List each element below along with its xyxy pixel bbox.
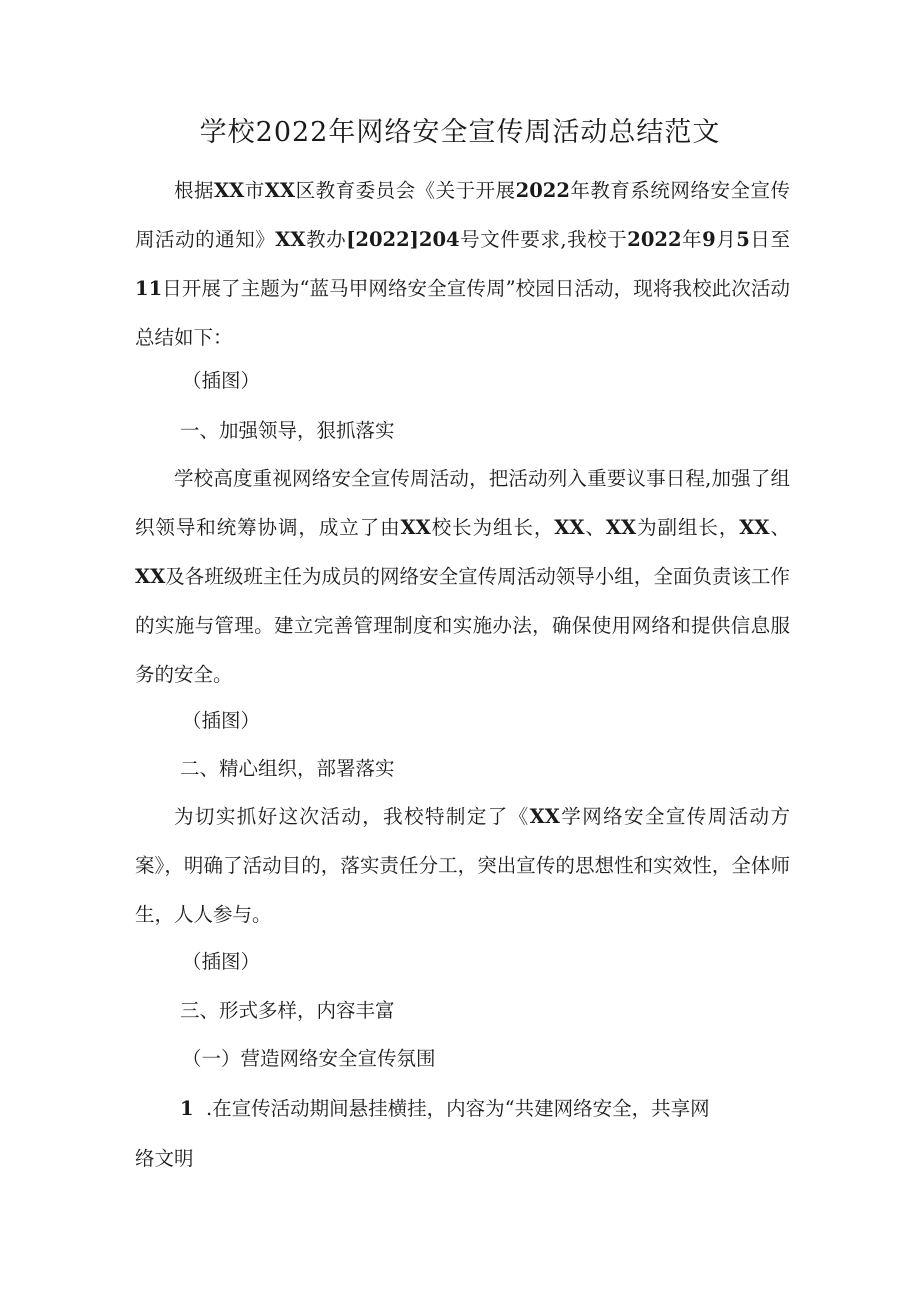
section-1-text: 、 xyxy=(769,516,790,539)
section-1-heading: 一、加强领导，狠抓落实 xyxy=(180,419,395,442)
intro-bold: 5 xyxy=(736,228,750,251)
intro-bold: 2022 xyxy=(515,179,570,202)
intro-bold: XX xyxy=(275,228,306,251)
intro-text: 区教育委员会《关于开展 xyxy=(295,179,516,202)
intro-text: 年教育系统网络安全宣传周活动的通知》 xyxy=(135,179,790,251)
intro-text: 教办 xyxy=(305,228,347,251)
intro-paragraph xyxy=(135,166,790,362)
section-1-text: 、 xyxy=(584,516,606,539)
section-1-bold: XX xyxy=(554,516,585,539)
section-2-text: 学网络安全宣传周活动方案》，明确了活动目的，落实责任分工，突出宣传的思想性和实效性，全体师生，人人参与。 xyxy=(135,805,790,926)
document-title: 学校2022年网络安全宣传周活动总结范文 xyxy=(199,117,721,148)
list-item-continuation: 络文明 xyxy=(135,1147,194,1170)
intro-text: 市 xyxy=(244,179,265,202)
figure-placeholder: （插图） xyxy=(182,950,261,973)
section-1-text: 校长为组长， xyxy=(430,516,555,539)
figure-placeholder: （插图） xyxy=(182,709,261,732)
section-1-bold: XX xyxy=(739,516,770,539)
section-1-text: 为副组长， xyxy=(636,516,740,539)
section-2-heading: 二、精心组织，部署落实 xyxy=(180,757,395,780)
intro-bold: 9 xyxy=(702,228,716,251)
intro-text: 号文件要求,我校于 xyxy=(459,228,628,251)
section-1-bold: XX xyxy=(605,516,637,539)
intro-bold: [2022]204 xyxy=(346,228,460,251)
list-item-text: .在宣传活动期间悬挂横挂，内容为“共建网络安全，共享网 xyxy=(205,1097,710,1120)
section-1-text: 及各班级班主任为成员的网络安全宣传周活动领导小组，全面负责该工作的实施与管理。建立完善管理制度和实施办法，确保使用网络和提供信息服务的安全。 xyxy=(135,565,790,686)
section-1-bold: XX xyxy=(135,565,166,588)
section-1-paragraph xyxy=(135,454,790,699)
intro-bold: 11 xyxy=(135,277,163,300)
section-3-subheading: （一）营造网络安全宣传氛围 xyxy=(182,1047,436,1070)
intro-text: 年 xyxy=(681,228,703,251)
list-item xyxy=(180,1084,710,1133)
figure-placeholder: （插图） xyxy=(182,369,261,392)
intro-text: 日开展了主题为“蓝马甲网络安全宣传周”校园日活动，现将我校此次活动总结如下： xyxy=(135,277,790,349)
intro-text: 根据 xyxy=(174,179,215,202)
section-1-bold: XX xyxy=(400,516,431,539)
list-item-number: 1 xyxy=(180,1097,194,1120)
section-2-paragraph xyxy=(135,792,790,939)
intro-bold: 2022 xyxy=(627,228,682,251)
section-1-text: 学校高度重视网络安全宣传周活动，把活动列入重要议事日程,加强了组织领导和统筹协调，成立了由 xyxy=(135,467,790,539)
intro-text: 日至 xyxy=(749,228,790,251)
section-2-bold: XX xyxy=(529,805,560,828)
intro-bold: XX xyxy=(264,179,296,202)
section-2-text: 为切实抓好这次活动，我校特制定了《 xyxy=(174,805,530,828)
intro-bold: XX xyxy=(214,179,245,202)
intro-text: 月 xyxy=(715,228,737,251)
section-3-heading: 三、形式多样，内容丰富 xyxy=(180,999,395,1022)
